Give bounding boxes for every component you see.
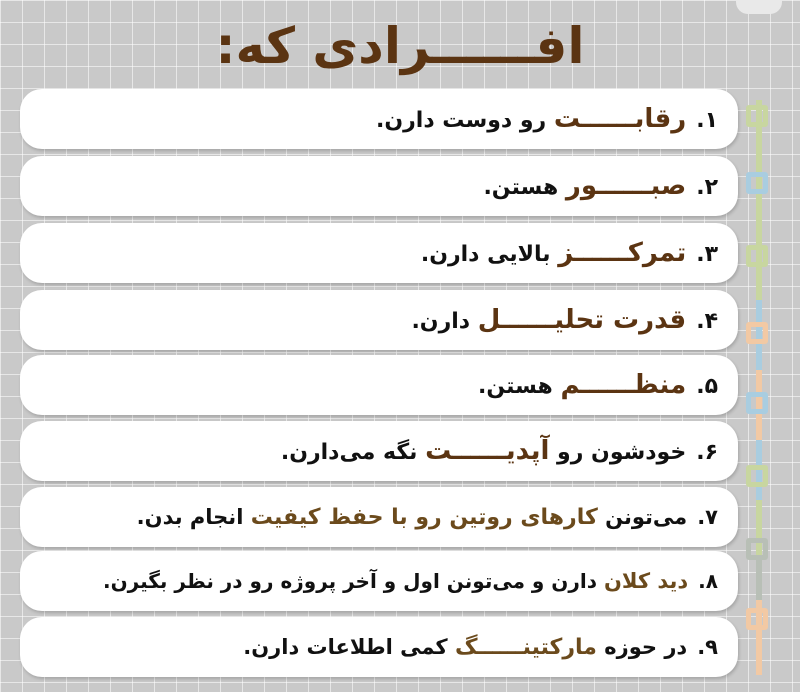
item-line bbox=[411, 305, 718, 335]
rail-node-1 bbox=[746, 105, 768, 127]
list-item-8 bbox=[20, 551, 738, 611]
item-highlight: منظــــــم bbox=[560, 370, 687, 400]
rail-node-8 bbox=[746, 608, 768, 630]
item-number: ۵. bbox=[696, 374, 718, 399]
rail-segment-gray bbox=[756, 560, 762, 600]
item-highlight: تمرکــــــز bbox=[558, 238, 687, 268]
item-number: ۳. bbox=[696, 242, 718, 267]
item-highlight: رقابــــــت bbox=[553, 104, 687, 134]
item-line bbox=[243, 635, 718, 660]
item-highlight: دید کلان bbox=[603, 569, 689, 593]
item-highlight: آپدیــــــت bbox=[425, 436, 550, 466]
page-title bbox=[0, 6, 800, 86]
item-suffix: هستن. bbox=[483, 175, 566, 200]
rail-node-2 bbox=[746, 172, 768, 194]
list-item-9 bbox=[20, 617, 738, 677]
item-prefix: خودشون رو bbox=[549, 440, 687, 465]
item-suffix: دارن و می‌تونن اول و آخر پروژه رو در نظر بگیرن. bbox=[103, 569, 604, 593]
item-line bbox=[478, 370, 718, 400]
item-line bbox=[421, 238, 718, 268]
list-item-7 bbox=[20, 487, 738, 547]
item-highlight: کارهای روتین رو با حفظ کیفیت bbox=[250, 504, 598, 530]
item-number: ۱. bbox=[696, 108, 718, 133]
item-prefix: در حوزه bbox=[596, 634, 688, 659]
list-item-6 bbox=[20, 421, 738, 481]
item-highlight: مارکتینــــــگ bbox=[454, 634, 597, 660]
item-suffix: رو دوست دارن. bbox=[375, 108, 554, 133]
rail-node-3 bbox=[746, 245, 768, 267]
list-item-5 bbox=[20, 355, 738, 415]
item-number: ۲. bbox=[696, 175, 718, 200]
list-item-1 bbox=[20, 89, 738, 149]
item-number: ۶. bbox=[696, 440, 718, 465]
rail-segment-green bbox=[756, 100, 762, 300]
item-number: ۸. bbox=[698, 569, 718, 593]
rail-node-7 bbox=[746, 538, 768, 560]
item-line bbox=[103, 569, 718, 593]
item-line bbox=[483, 171, 718, 201]
item-line bbox=[376, 104, 718, 134]
item-highlight: صبــــــور bbox=[565, 171, 687, 201]
item-prefix: می‌تونن bbox=[597, 504, 688, 529]
item-line bbox=[281, 436, 718, 466]
list-item-3 bbox=[20, 223, 738, 283]
list-item-2 bbox=[20, 156, 738, 216]
item-number: ۴. bbox=[696, 309, 718, 334]
item-line bbox=[137, 505, 718, 530]
item-suffix: انجام بدن. bbox=[136, 504, 251, 529]
item-suffix: دارن. bbox=[411, 309, 478, 334]
rail-node-5 bbox=[746, 392, 768, 414]
rail-node-4 bbox=[746, 322, 768, 344]
rail-node-6 bbox=[746, 465, 768, 487]
list-item-4 bbox=[20, 290, 738, 350]
item-number: ۷. bbox=[697, 504, 718, 529]
item-suffix: بالایی دارن. bbox=[420, 242, 559, 267]
item-suffix: هستن. bbox=[478, 374, 561, 399]
item-number: ۹. bbox=[697, 634, 718, 659]
item-suffix: نگه می‌دارن. bbox=[280, 440, 426, 465]
item-highlight: قدرت تحلیــــــل bbox=[477, 305, 687, 335]
title-text: افــــــرادی که: bbox=[215, 17, 585, 75]
item-suffix: کمی اطلاعات دارن. bbox=[243, 634, 455, 659]
